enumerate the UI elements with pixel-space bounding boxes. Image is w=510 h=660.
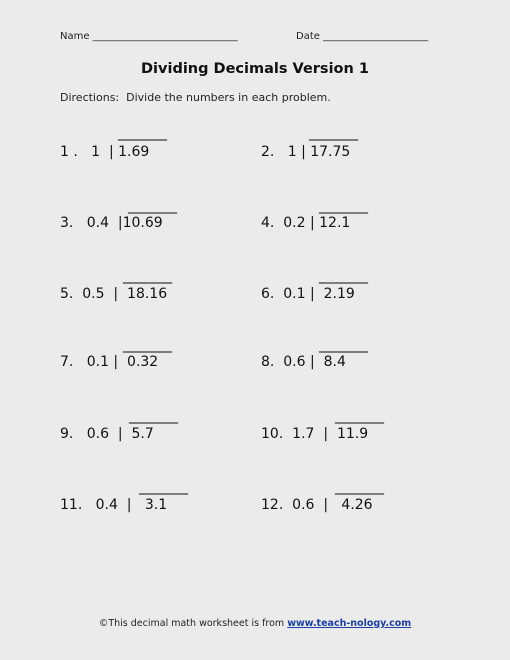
- problem-3: 3. 0.4 |10.69: [60, 215, 163, 231]
- problem-11: 11. 0.4 | 3.1: [60, 497, 168, 513]
- problem-7: 7. 0.1 | 0.32: [60, 354, 159, 370]
- worksheet-title: Dividing Decimals Version 1: [141, 61, 369, 77]
- problem-6: 6. 0.1 | 2.19: [261, 286, 355, 302]
- problem-1: 1 . 1 | 1.69: [60, 144, 150, 160]
- answer-line-12: _______: [335, 479, 384, 495]
- answer-line-4: _______: [319, 198, 368, 214]
- answer-line-10: _______: [335, 408, 384, 424]
- problem-4: 4. 0.2 | 12.1: [261, 215, 351, 231]
- answer-line-9: _______: [129, 408, 178, 424]
- date-field-label: Date _____________________: [296, 31, 429, 42]
- footer-prefix: ©This decimal math worksheet is from: [98, 618, 288, 629]
- problem-2: 2. 1 | 17.75: [261, 144, 351, 160]
- answer-line-2: _______: [309, 125, 358, 141]
- directions-text: Directions: Divide the numbers in each problem.: [60, 91, 331, 104]
- problem-5: 5. 0.5 | 18.16: [60, 286, 168, 302]
- answer-line-1: _______: [118, 125, 167, 141]
- name-field-label: Name _____________________________: [60, 31, 238, 42]
- problem-9: 9. 0.6 | 5.7: [60, 426, 154, 442]
- problem-8: 8. 0.6 | 8.4: [261, 354, 346, 370]
- answer-line-7: _______: [123, 337, 172, 353]
- problem-12: 12. 0.6 | 4.26: [261, 497, 373, 513]
- footer-credit: [0, 619, 510, 629]
- answer-line-3: _______: [128, 198, 177, 214]
- answer-line-8: _______: [319, 337, 368, 353]
- answer-line-5: _______: [123, 268, 172, 284]
- problem-10: 10. 1.7 | 11.9: [261, 426, 369, 442]
- footer-link[interactable]: www.teach-nology.com: [287, 618, 412, 629]
- answer-line-6: _______: [319, 268, 368, 284]
- answer-line-11: _______: [139, 479, 188, 495]
